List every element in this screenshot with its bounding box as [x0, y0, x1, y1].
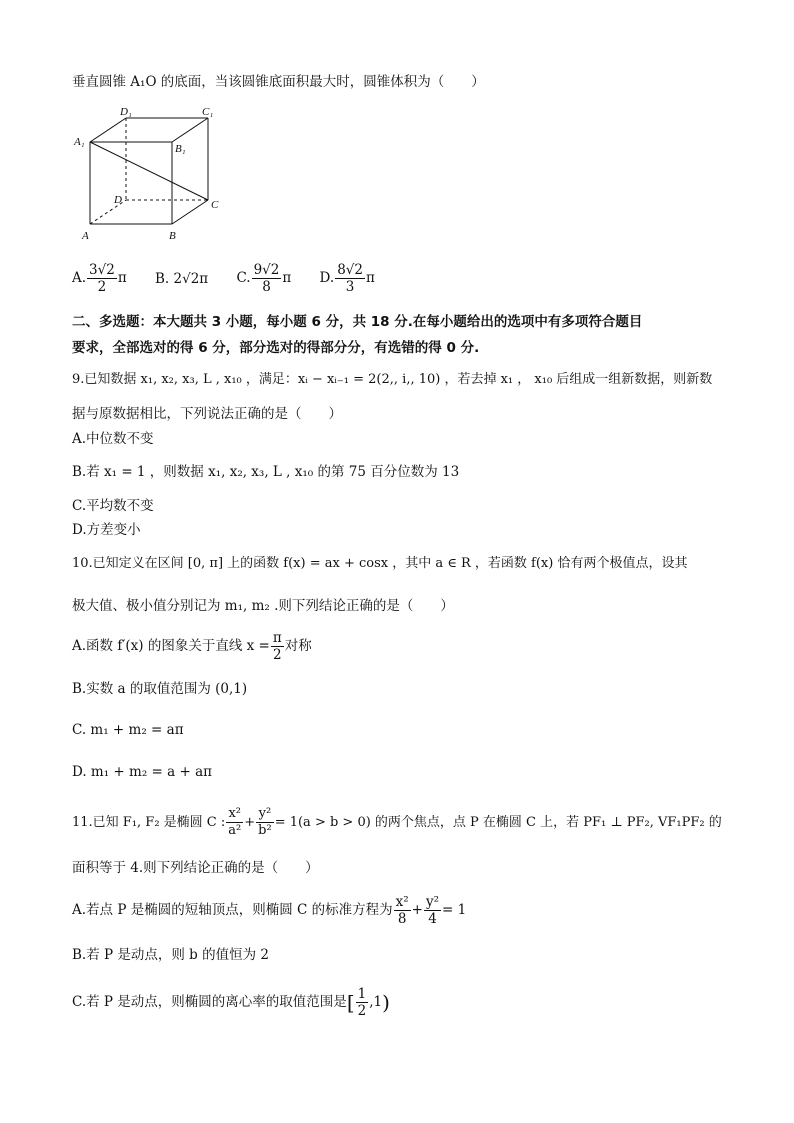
q8-stem: 垂直圆锥 A₁O 的底面，当该圆锥底面积最大时，圆锥体积为（ ）: [72, 74, 485, 90]
q8-options: [72, 262, 399, 295]
label-c1: C₁: [202, 106, 214, 118]
q9-option-d: D.方差变小: [72, 522, 141, 538]
q10-stem-line1: 10.已知定义在区间 [0, π] 上的函数 f(x) = ax + cosx ，其中 a ∈ R ，若函数 f(x) 恰有两个极值点，设其: [72, 556, 688, 571]
label-b: B: [169, 230, 176, 242]
label-c: C: [211, 199, 219, 211]
q8-option-d: D. $\frac{8√2}{3}$ π: [319, 262, 375, 295]
q9-stem-line1: 9.已知数据 x₁, x₂, x₃, L , x₁₀ ，满足：xᵢ − xᵢ₋₁ = 2(2,, i,, 10) ，若去掉 x₁ ， x₁₀ 后组成一组新数据，则新数: [72, 372, 713, 387]
label-d1: D₁: [120, 106, 132, 118]
q9-option-c: C.平均数不变: [72, 498, 154, 514]
q9-option-b: B.若 x₁ = 1 ，则数据 x₁, x₂, x₃, L , x₁₀ 的第 75 百分位数为 13: [72, 464, 460, 480]
q10-option-d: D. m₁ + m₂ = a + aπ: [72, 764, 213, 780]
q10-stem-line2: 极大值、极小值分别记为 m₁, m₂ .则下列结论正确的是（ ）: [72, 598, 454, 614]
section2-heading-line1: 二、多选题：本大题共 3 小题，每小题 6 分，共 18 分.在每小题给出的选项中有多项符合题目: [72, 314, 643, 330]
label-d: D: [114, 194, 122, 206]
q11-option-c: C.若 P 是动点，则椭圆的离心率的取值范围是[ $\frac{1}{2}$ ,1): [72, 986, 390, 1019]
section2-heading-line2: 要求，全部选对的得 6 分，部分选对的得部分分，有选错的得 0 分.: [72, 340, 480, 356]
q9-option-a: A.中位数不变: [72, 431, 154, 447]
q11-option-b: B.若 P 是动点，则 b 的值恒为 2: [72, 947, 269, 963]
label-a1: A₁: [74, 136, 85, 148]
q11-option-a: A.若点 P 是椭圆的短轴顶点，则椭圆 C 的标准方程为 $\frac{\text{x²}}{8}$ + $\frac{\text{y²}}{4}$ = 1: [72, 894, 467, 927]
q9-stem-line2: 据与原数据相比，下列说法正确的是（ ）: [72, 406, 342, 422]
q11-stem-line2: 面积等于 4.则下列结论正确的是（ ）: [72, 860, 319, 876]
q8-option-b: B. 2√2π: [155, 270, 209, 287]
q10-option-c: C. m₁ + m₂ = aπ: [72, 722, 184, 738]
q8-option-c: C. $\frac{9√2}{8}$ π: [236, 262, 292, 295]
q11-stem-line1: 11.已知 F₁, F₂ 是椭圆 C : $\frac{\text{x²}}{\text{a²}}$ + $\frac{\text{y²}}{\text{b²}}$ = 1(a > b > 0) 的两个焦点，点 P 在椭圆 C 上，若 PF₁ ⊥ PF₂, VF₁PF₂ 的: [72, 806, 722, 838]
cube-figure: [70, 100, 230, 245]
q10-option-a: A.函数 f′(x) 的图象关于直线 x = $\frac{\pi}{2}$ 对称: [72, 630, 312, 663]
q8-option-a: A. $\frac{3√2}{2}$ π: [72, 262, 127, 295]
q10-option-b: B.实数 a 的取值范围为 (0,1): [72, 681, 248, 697]
label-b1: B₁: [175, 143, 186, 155]
label-a: A: [82, 230, 89, 242]
